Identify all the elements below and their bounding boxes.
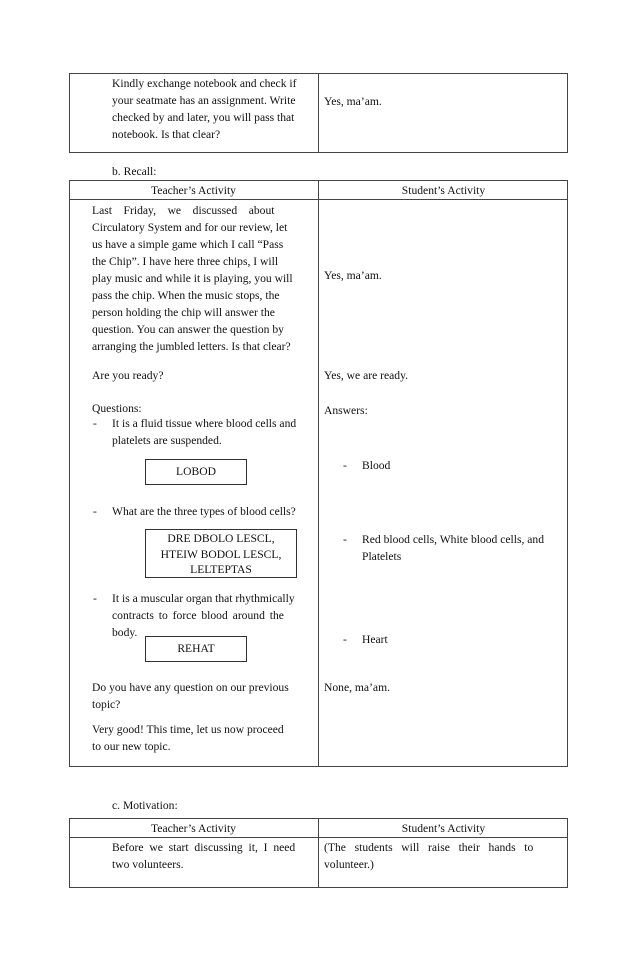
- q1-text: [112, 415, 312, 449]
- text-line: to our new topic.: [92, 740, 171, 753]
- text-line: body.: [112, 626, 138, 639]
- text-line: question. You can answer the question by: [92, 323, 284, 336]
- intro-student-text: Yes, ma’am.: [324, 95, 382, 108]
- box-line: HTEIW BODOL LESCL,: [160, 547, 282, 561]
- motivation-teacher-text: [112, 839, 312, 873]
- answers-label: Answers:: [324, 404, 368, 417]
- a3-text: Heart: [362, 633, 388, 646]
- text-line: topic?: [92, 698, 121, 711]
- text-line: your seatmate has an assignment. Write: [112, 94, 296, 107]
- recall-ready-reply: Yes, we are ready.: [324, 369, 409, 382]
- text-line: Do you have any question on our previous: [92, 681, 289, 694]
- motivation-student-text: [324, 839, 564, 873]
- a2-dash: -: [343, 533, 347, 546]
- any-question-reply: None, ma’am.: [324, 681, 390, 694]
- text-line: arranging the jumbled letters. Is that clear?: [92, 340, 291, 353]
- text-line: pass the chip. When the music stops, the: [92, 289, 280, 302]
- q3-jumbled-box: REHAT: [145, 636, 247, 662]
- recall-col-teacher: Teacher’s Activity: [151, 184, 236, 197]
- text-line: person holding the chip will answer the: [92, 306, 275, 319]
- text-line: Circulatory System and for our review, let: [92, 221, 288, 234]
- intro-divider: [318, 73, 319, 153]
- text-line: contracts to force blood around the: [112, 609, 284, 622]
- q3-dash: -: [93, 592, 97, 605]
- recall-col-student: Student’s Activity: [401, 184, 486, 197]
- text-line: It is a fluid tissue where blood cells and: [112, 417, 297, 430]
- q3-text: [112, 590, 312, 641]
- box-line: LELTEPTAS: [190, 563, 252, 576]
- text-line: platelets are suspended.: [112, 434, 222, 447]
- questions-label: Questions:: [92, 402, 142, 415]
- text-line: Last Friday, we discussed about: [92, 204, 275, 217]
- text-line: two volunteers.: [112, 858, 184, 871]
- text-line: volunteer.): [324, 858, 374, 871]
- recall-intro-paragraph: [92, 202, 312, 355]
- text-line: Before we start discussing it, I need: [112, 841, 296, 854]
- text-line: checked by and later, you will pass that: [112, 111, 295, 124]
- any-question-text: [92, 679, 312, 713]
- a1-text: Blood: [362, 459, 391, 472]
- text-line: It is a muscular organ that rhythmically: [112, 592, 295, 605]
- a2-text: [362, 531, 567, 565]
- q1-jumbled-box: LOBOD: [145, 459, 247, 485]
- recall-intro-reply: Yes, ma’am.: [324, 269, 382, 282]
- text-line: notebook. Is that clear?: [112, 128, 221, 141]
- a1-dash: -: [343, 459, 347, 472]
- motivation-col-student: Student’s Activity: [401, 822, 486, 835]
- q2-jumbled-box: [145, 529, 297, 578]
- text-line: us have a simple game which I call “Pass: [92, 238, 284, 251]
- a3-dash: -: [343, 633, 347, 646]
- q2-text: What are the three types of blood cells?: [112, 505, 296, 518]
- q2-dash: -: [93, 505, 97, 518]
- q1-dash: -: [93, 417, 97, 430]
- motivation-col-teacher: Teacher’s Activity: [151, 822, 236, 835]
- text-line: play music and while it is playing, you will: [92, 272, 293, 285]
- text-line: the Chip”. I have here three chips, I will: [92, 255, 279, 268]
- recall-ready: Are you ready?: [92, 369, 164, 382]
- text-line: Platelets: [362, 550, 402, 563]
- text-line: Kindly exchange notebook and check if: [112, 77, 297, 90]
- text-line: Red blood cells, White blood cells, and: [362, 533, 545, 546]
- intro-teacher-text: [112, 75, 312, 143]
- motivation-heading: c. Motivation:: [112, 799, 178, 812]
- text-line: (The students will raise their hands to: [324, 841, 534, 854]
- recall-heading: b. Recall:: [112, 165, 157, 178]
- proceed-text: [92, 721, 312, 755]
- recall-divider: [318, 180, 319, 767]
- box-line: DRE DBOLO LESCL,: [167, 532, 275, 545]
- text-line: Very good! This time, let us now proceed: [92, 723, 284, 736]
